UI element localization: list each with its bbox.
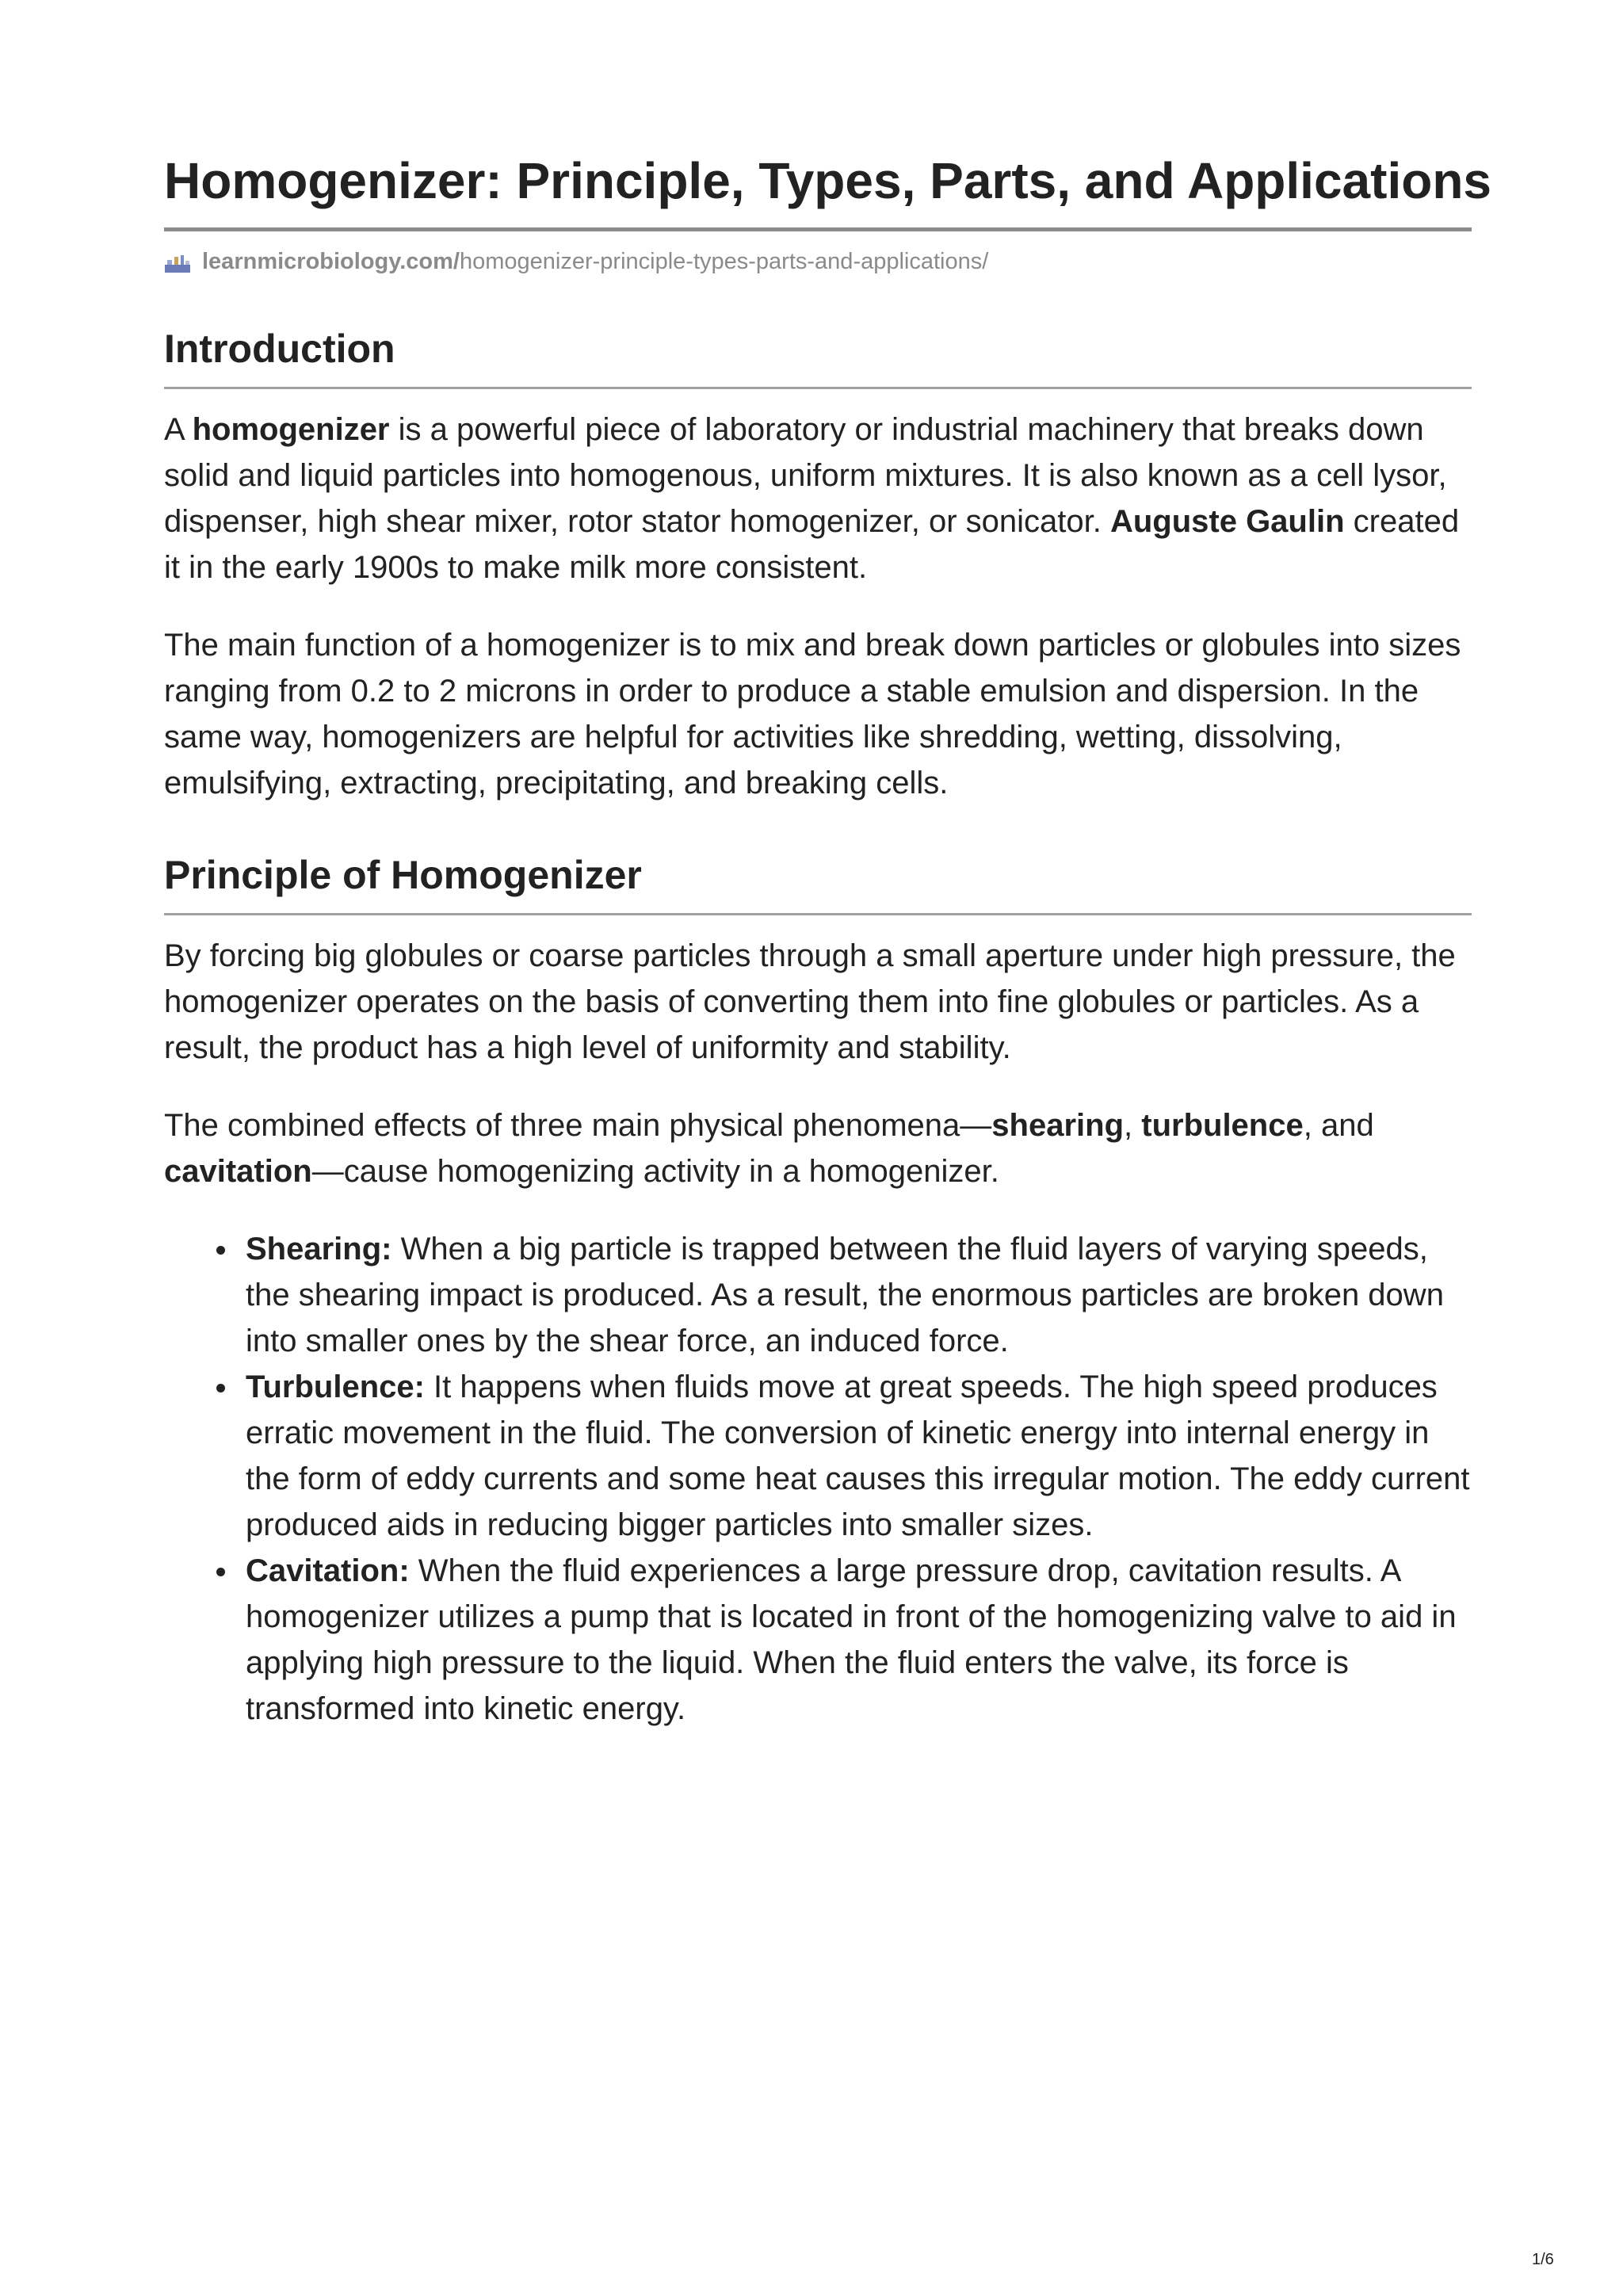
principle-paragraph-1: By forcing big globules or coarse particles through a small aperture under high pressure, the homogenizer operates on the basis of converting them into fine globules or particles. As a result, the product has a high level of uniformity and stability. (164, 938, 1456, 1065)
section-divider (164, 913, 1472, 915)
introduction-paragraph-1: A homogenizer is a powerful piece of laboratory or industrial machinery that breaks down solid and liquid particles into homogenous, uniform mixtures. It is also known as a cell lysor, dispenser, high shear mixer, rotor stator homogenizer, or sonicator. Auguste Gaulin created it in the early 1900s to make milk more consistent. (164, 412, 1460, 585)
phenomena-list (164, 1226, 1472, 1732)
source-link[interactable] (164, 246, 988, 277)
introduction-heading: Introduction (164, 327, 395, 371)
source-domain: learnmicrobiology.com/ (202, 249, 460, 274)
page-title: Homogenizer: Principle, Types, Parts, and Applications (164, 152, 1491, 209)
site-logo-icon (164, 251, 191, 272)
principle-section (164, 850, 1472, 1732)
list-item: Shearing: When a big particle is trapped between the fluid layers of varying speeds, the shearing impact is produced. As a result, the enormous particles are broken down into smaller ones by the shear force, an induced force. (246, 1226, 1472, 1364)
introduction-section (164, 323, 1472, 838)
source-path: homogenizer-principle-types-parts-and-applications/ (459, 249, 989, 274)
introduction-paragraph-2: The main function of a homogenizer is to mix and break down particles or globules into sizes ranging from 0.2 to 2 microns in order to produce a stable emulsion and dispersion. In the same way, homogenizers are helpful for activities like shredding, wetting, dissolving, emulsifying, extracting, precipitating, and breaking cells. (164, 628, 1461, 800)
list-item: Turbulence: It happens when fluids move at great speeds. The high speed produces erratic movement in the fluid. The conversion of kinetic energy into internal energy in the form of eddy currents and some heat causes this irregular motion. The eddy current produced aids in reducing bigger particles into smaller sizes. (246, 1364, 1472, 1548)
title-divider (164, 227, 1472, 231)
page-number: 1/6 (1532, 2251, 1554, 2268)
principle-heading: Principle of Homogenizer (164, 853, 642, 897)
principle-paragraph-2: The combined effects of three main physical phenomena—shearing, turbulence, and cavitation—cause homogenizing activity in a homogenizer. (164, 1108, 1374, 1189)
section-divider (164, 387, 1472, 389)
list-item: Cavitation: When the fluid experiences a large pressure drop, cavitation results. A homogenizer utilizes a pump that is located in front of the homogenizing valve to aid in applying high pressure to the liquid. When the fluid enters the valve, its force is transformed into kinetic energy. (246, 1548, 1472, 1732)
